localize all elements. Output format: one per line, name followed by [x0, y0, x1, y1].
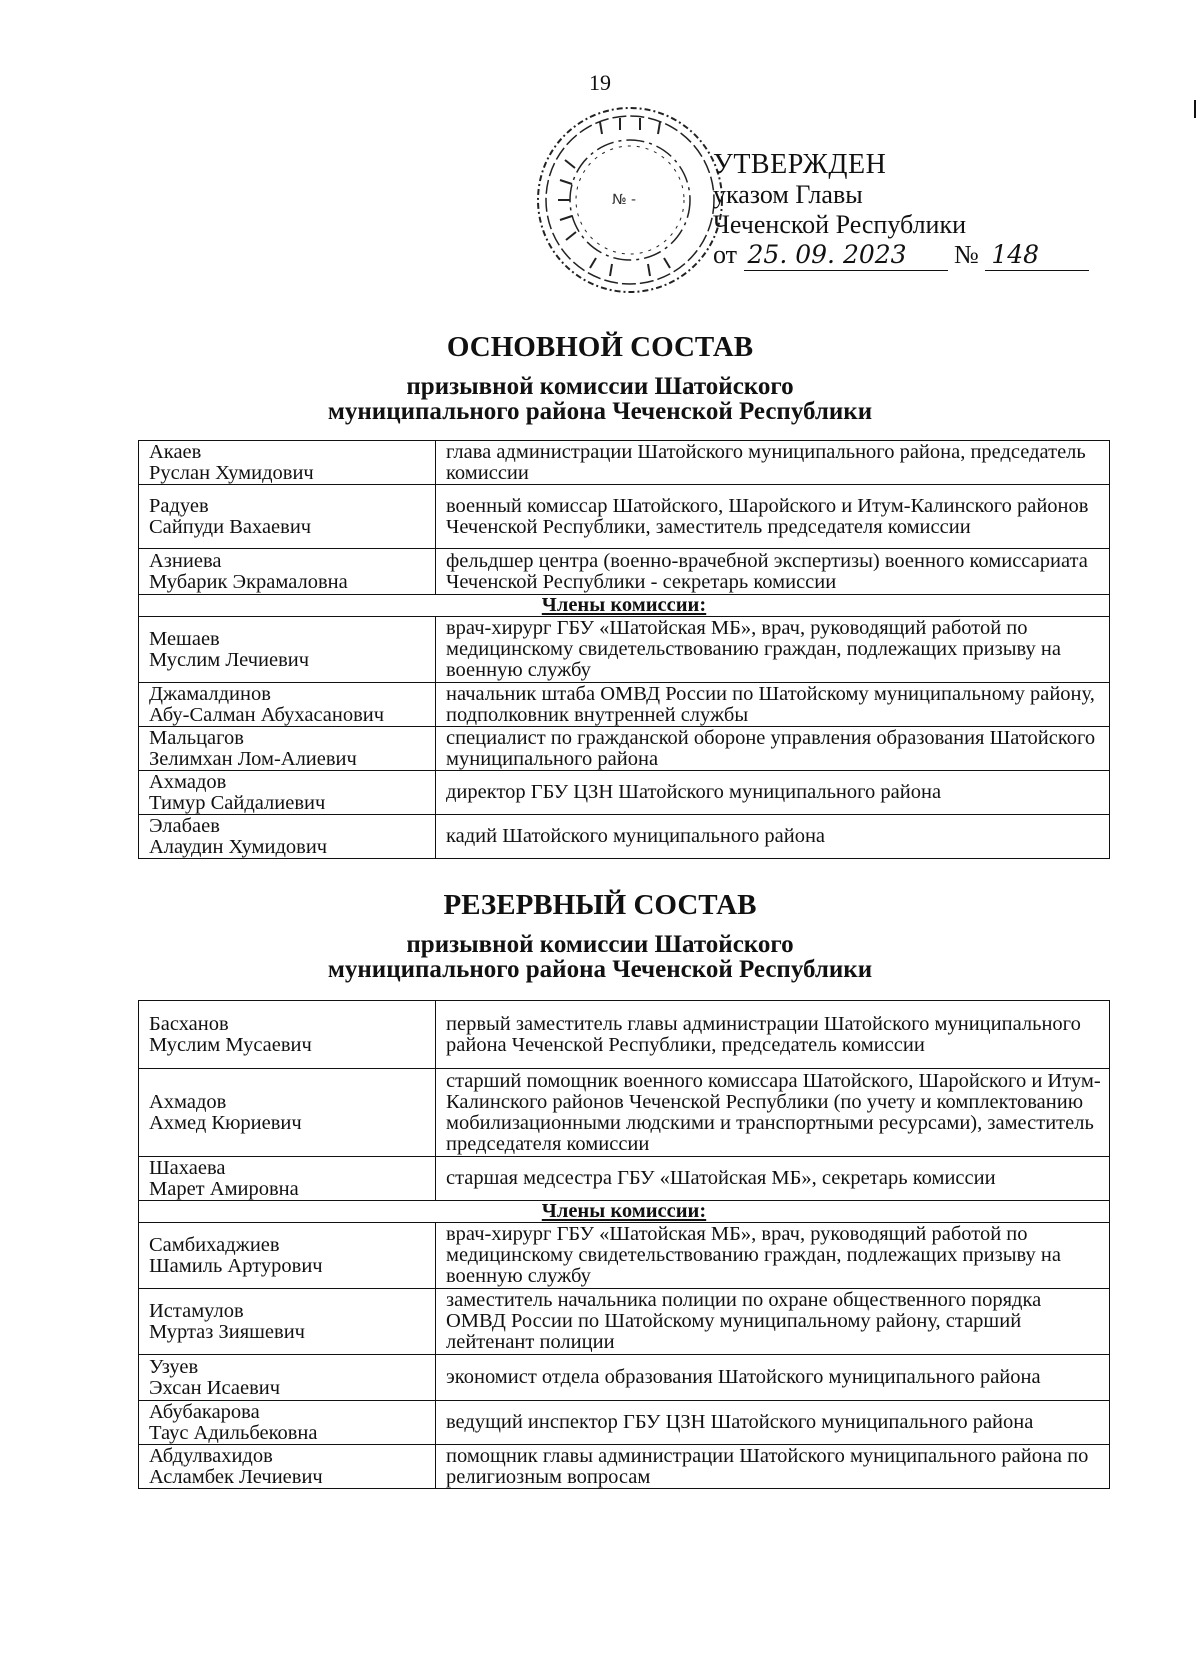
role-cell: первый заместитель главы администрации Шатойского муниципального района Чеченской Республики, председатель комиссии [436, 1001, 1110, 1069]
approval-date: 25. 09. 2023 [747, 240, 907, 269]
given-name: Муртаз Зияшевич [149, 1320, 305, 1343]
given-name: Абу-Салман Абухасанович [149, 703, 385, 726]
table-row [139, 1355, 1110, 1401]
role-cell: фельдшер центра (военно-врачебной экспертизы) военного комиссариата Чеченской Республики - секретарь комиссии [436, 549, 1110, 595]
given-name: Мубарик Экрамаловна [149, 570, 348, 593]
name-cell [139, 617, 436, 683]
table-row [139, 1401, 1110, 1445]
name-cell [139, 441, 436, 485]
role-cell: врач-хирург ГБУ «Шатойская МБ», врач, руководящий работой по медицинскому свидетельствованию граждан, подлежащих призыву на военную службу [436, 617, 1110, 683]
surname: Абдулвахидов [149, 1444, 273, 1467]
surname: Самбихаджиев [149, 1233, 280, 1256]
table-row [139, 815, 1110, 859]
given-name: Марет Амировна [149, 1177, 299, 1200]
given-name: Сайпуди Вахаевич [149, 515, 312, 538]
given-name: Ахмед Кюриевич [149, 1111, 302, 1134]
table-row [139, 1157, 1110, 1201]
table-row [139, 727, 1110, 771]
role-cell: начальник штаба ОМВД России по Шатойскому муниципальному району, подполковник внутренней службы [436, 683, 1110, 727]
role-cell: экономист отдела образования Шатойского муниципального района [436, 1355, 1110, 1401]
given-name: Руслан Хумидович [149, 461, 314, 484]
given-name: Тимур Сайдалиевич [149, 791, 326, 814]
reserve-heading [0, 888, 1200, 982]
main-roster-table [138, 440, 1110, 859]
role-cell: глава администрации Шатойского муниципального района, председатель комиссии [436, 441, 1110, 485]
role-cell: помощник главы администрации Шатойского муниципального района по религиозным вопросам [436, 1445, 1110, 1489]
margin-mark [1194, 100, 1196, 118]
given-name: Эхсан Исаевич [149, 1376, 281, 1399]
svg-text:№ -: № - [612, 192, 637, 208]
approval-block [713, 150, 1089, 271]
surname: Истамулов [149, 1299, 244, 1322]
table-row [139, 617, 1110, 683]
role-cell: кадий Шатойского муниципального района [436, 815, 1110, 859]
name-cell [139, 1289, 436, 1355]
name-cell [139, 1001, 436, 1069]
surname: Узуев [149, 1355, 199, 1378]
reserve-roster-table [138, 1000, 1110, 1489]
main-subtitle-2: муниципального района Чеченской Республики [327, 398, 873, 425]
table-row [139, 441, 1110, 485]
surname: Басханов [149, 1012, 229, 1035]
surname: Абубакарова [149, 1400, 260, 1423]
surname: Азниева [149, 549, 222, 572]
table-row [139, 1069, 1110, 1157]
approval-line-2: Чеченской Республики [713, 210, 967, 239]
approval-title: УТВЕРЖДЕН [713, 149, 887, 180]
approval-date-line [713, 240, 1089, 271]
role-cell: директор ГБУ ЦЗН Шатойского муниципального района [436, 771, 1110, 815]
members-label: Члены комиссии: [139, 595, 1110, 617]
reserve-title: РЕЗЕРВНЫЙ СОСТАВ [443, 889, 757, 921]
table-row [139, 1223, 1110, 1289]
surname: Ахмадов [149, 770, 227, 793]
role-cell: врач-хирург ГБУ «Шатойская МБ», врач, руководящий работой по медицинскому свидетельствованию граждан, подлежащих призыву на военную службу [436, 1223, 1110, 1289]
surname: Радуев [149, 494, 209, 517]
role-cell: ведущий инспектор ГБУ ЦЗН Шатойского муниципального района [436, 1401, 1110, 1445]
official-seal-stamp [530, 100, 730, 300]
name-cell [139, 1223, 436, 1289]
table-row [139, 1445, 1110, 1489]
given-name: Таус Адильбековна [149, 1421, 318, 1444]
given-name: Шамиль Артурович [149, 1254, 323, 1277]
approval-line-1: указом Главы [713, 180, 863, 209]
name-cell [139, 771, 436, 815]
name-cell [139, 815, 436, 859]
name-cell [139, 1401, 436, 1445]
surname: Мешаев [149, 627, 220, 650]
main-subtitle-1: призывной комиссии Шатойского [406, 373, 794, 400]
main-heading [0, 330, 1200, 424]
date-prefix: от [713, 240, 738, 269]
given-name: Алаудин Хумидович [149, 835, 328, 858]
approval-number: 148 [991, 240, 1040, 269]
table-row [139, 1001, 1110, 1069]
surname: Шахаева [149, 1156, 226, 1179]
name-cell [139, 683, 436, 727]
table-row [139, 549, 1110, 595]
role-cell: заместитель начальника полиции по охране общественного порядка ОМВД России по Шатойскому муниципальному району, старший лейтенант полиции [436, 1289, 1110, 1355]
surname: Ахмадов [149, 1090, 227, 1113]
name-cell [139, 549, 436, 595]
members-separator-row [139, 595, 1110, 617]
role-cell: старший помощник военного комиссара Шатойского, Шаройского и Итум-Калинского районов Чеченской Республики (по учету и комплектованию мобилизационными людскими и транспортными ресурсами), заместитель председателя комиссии [436, 1069, 1110, 1157]
members-separator-row [139, 1201, 1110, 1223]
members-label: Члены комиссии: [139, 1201, 1110, 1223]
name-cell [139, 727, 436, 771]
given-name: Зелимхан Лом-Алиевич [149, 747, 357, 770]
given-name: Муслим Мусаевич [149, 1033, 312, 1056]
given-name: Асламбек Лечиевич [149, 1465, 323, 1488]
given-name: Муслим Лечиевич [149, 648, 310, 671]
surname: Элабаев [149, 814, 220, 837]
name-cell [139, 485, 436, 549]
role-cell: специалист по гражданской обороне управления образования Шатойского муниципального района [436, 727, 1110, 771]
surname: Джамалдинов [149, 682, 271, 705]
table-row [139, 771, 1110, 815]
name-cell [139, 1157, 436, 1201]
surname: Мальцагов [149, 726, 244, 749]
main-title: ОСНОВНОЙ СОСТАВ [446, 331, 754, 363]
name-cell [139, 1355, 436, 1401]
number-prefix: № [954, 240, 979, 269]
surname: Акаев [149, 440, 202, 463]
role-cell: старшая медсестра ГБУ «Шатойская МБ», секретарь комиссии [436, 1157, 1110, 1201]
page-number: 19 [589, 70, 611, 95]
reserve-subtitle-1: призывной комиссии Шатойского [406, 931, 794, 958]
table-row [139, 485, 1110, 549]
reserve-subtitle-2: муниципального района Чеченской Республики [327, 956, 873, 983]
table-row [139, 1289, 1110, 1355]
name-cell [139, 1069, 436, 1157]
name-cell [139, 1445, 436, 1489]
table-row [139, 683, 1110, 727]
role-cell: военный комиссар Шатойского, Шаройского и Итум-Калинского районов Чеченской Республики, заместитель председателя комиссии [436, 485, 1110, 549]
